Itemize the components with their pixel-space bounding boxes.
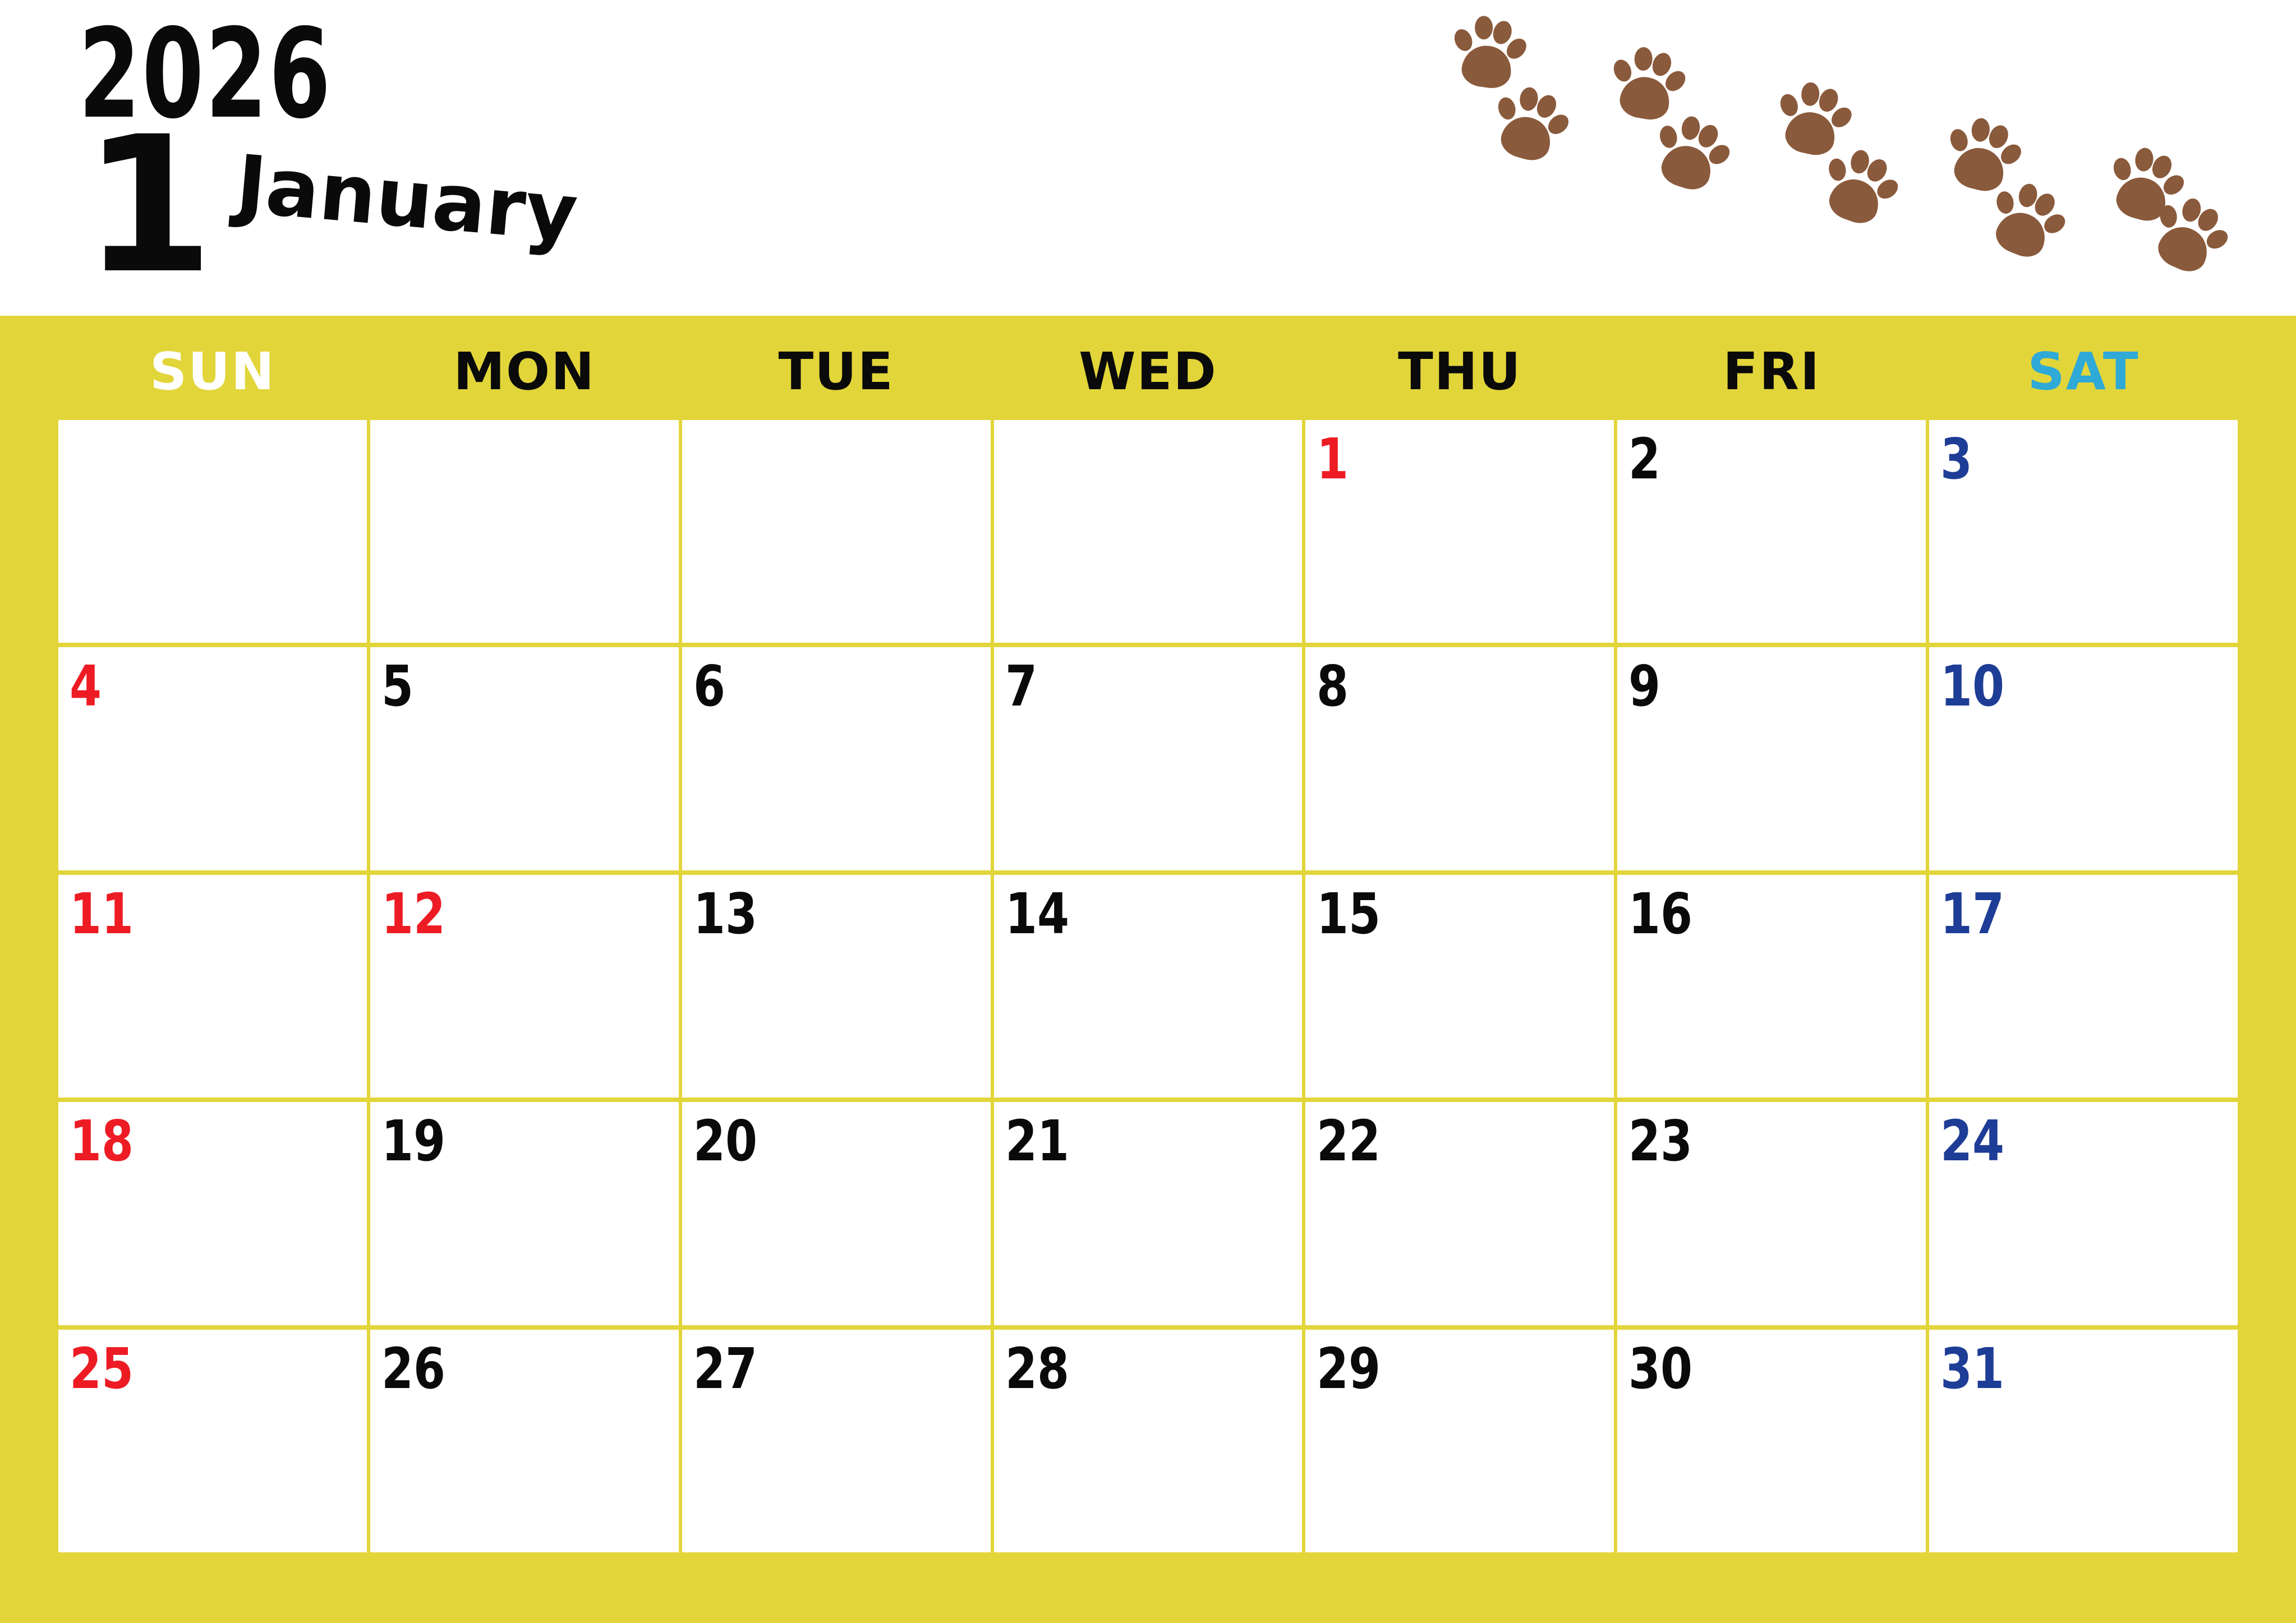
- weekday-label-sat: SAT: [2027, 342, 2139, 402]
- day-cell: [58, 420, 367, 643]
- day-cell: [370, 420, 679, 643]
- day-cell: [1305, 1102, 1614, 1325]
- day-cell: [682, 1330, 991, 1552]
- day-number: 14: [1005, 880, 1069, 947]
- day-cell: [1929, 875, 2238, 1098]
- day-cell: [370, 647, 679, 870]
- day-number: 21: [1005, 1108, 1069, 1174]
- day-cell: [1929, 420, 2238, 643]
- day-number: 12: [381, 880, 445, 947]
- day-number: 31: [1940, 1335, 2005, 1401]
- day-number: 4: [70, 653, 102, 720]
- day-cell: [58, 1102, 367, 1325]
- weekday-label-mon: MON: [453, 342, 596, 402]
- weekday-label-tue: TUE: [778, 342, 894, 402]
- weekday-label-wed: WED: [1079, 342, 1217, 402]
- day-number: 16: [1628, 880, 1693, 947]
- month-name-label: January: [232, 138, 581, 260]
- day-cell: [682, 647, 991, 870]
- day-number: 23: [1628, 1108, 1693, 1174]
- day-cell: [1617, 1330, 1926, 1552]
- day-number: 10: [1940, 653, 2005, 720]
- day-cell: [994, 647, 1303, 870]
- day-cell: [370, 875, 679, 1098]
- day-cell: [1929, 1330, 2238, 1552]
- day-number: 2: [1628, 426, 1661, 492]
- day-cell: [1617, 875, 1926, 1098]
- day-number: 25: [70, 1335, 134, 1401]
- day-number: 26: [381, 1335, 445, 1401]
- day-number: 30: [1628, 1335, 1693, 1401]
- day-cell: [58, 647, 367, 870]
- day-number: 29: [1317, 1335, 1381, 1401]
- day-cell: [58, 1330, 367, 1552]
- day-number: 20: [693, 1108, 757, 1174]
- day-cell: [994, 420, 1303, 643]
- calendar-grid: [58, 420, 2238, 1552]
- day-number: 5: [381, 653, 413, 720]
- day-number: 7: [1005, 653, 1037, 720]
- day-cell: [1617, 1102, 1926, 1325]
- day-number: 24: [1940, 1108, 2005, 1174]
- day-number: 13: [693, 880, 757, 947]
- day-number: 19: [381, 1108, 445, 1174]
- day-cell: [370, 1330, 679, 1552]
- day-number: 15: [1317, 880, 1381, 947]
- day-cell: [1929, 647, 2238, 870]
- day-cell: [682, 875, 991, 1098]
- day-number: 8: [1317, 653, 1349, 720]
- day-cell: [1305, 420, 1614, 643]
- day-cell: [682, 1102, 991, 1325]
- day-cell: [1617, 647, 1926, 870]
- weekday-header-row: [58, 316, 2238, 420]
- day-cell: [1929, 1102, 2238, 1325]
- day-cell: [1305, 1330, 1614, 1552]
- day-number: 22: [1317, 1108, 1381, 1174]
- day-number: 11: [70, 880, 134, 947]
- day-number: 3: [1940, 426, 1973, 492]
- day-cell: [682, 420, 991, 643]
- day-number: 6: [693, 653, 725, 720]
- day-number: 1: [1317, 426, 1349, 492]
- weekday-label-fri: FRI: [1723, 342, 1821, 402]
- day-number: 17: [1940, 880, 2005, 947]
- paw-print-icon: [1486, 79, 1575, 170]
- month-number-label: 1: [83, 96, 214, 315]
- day-number: 18: [70, 1108, 134, 1174]
- day-cell: [1617, 420, 1926, 643]
- day-number: 28: [1005, 1335, 1069, 1401]
- weekday-label-thu: THU: [1398, 342, 1522, 402]
- day-cell: [994, 1330, 1303, 1552]
- weekday-label-sun: SUN: [149, 342, 275, 402]
- day-number: 9: [1628, 653, 1661, 720]
- day-cell: [58, 875, 367, 1098]
- day-cell: [994, 875, 1303, 1098]
- year-label: 2026: [79, 2, 333, 146]
- day-cell: [1305, 647, 1614, 870]
- day-cell: [994, 1102, 1303, 1325]
- day-cell: [370, 1102, 679, 1325]
- day-number: 27: [693, 1335, 757, 1401]
- day-cell: [1305, 875, 1614, 1098]
